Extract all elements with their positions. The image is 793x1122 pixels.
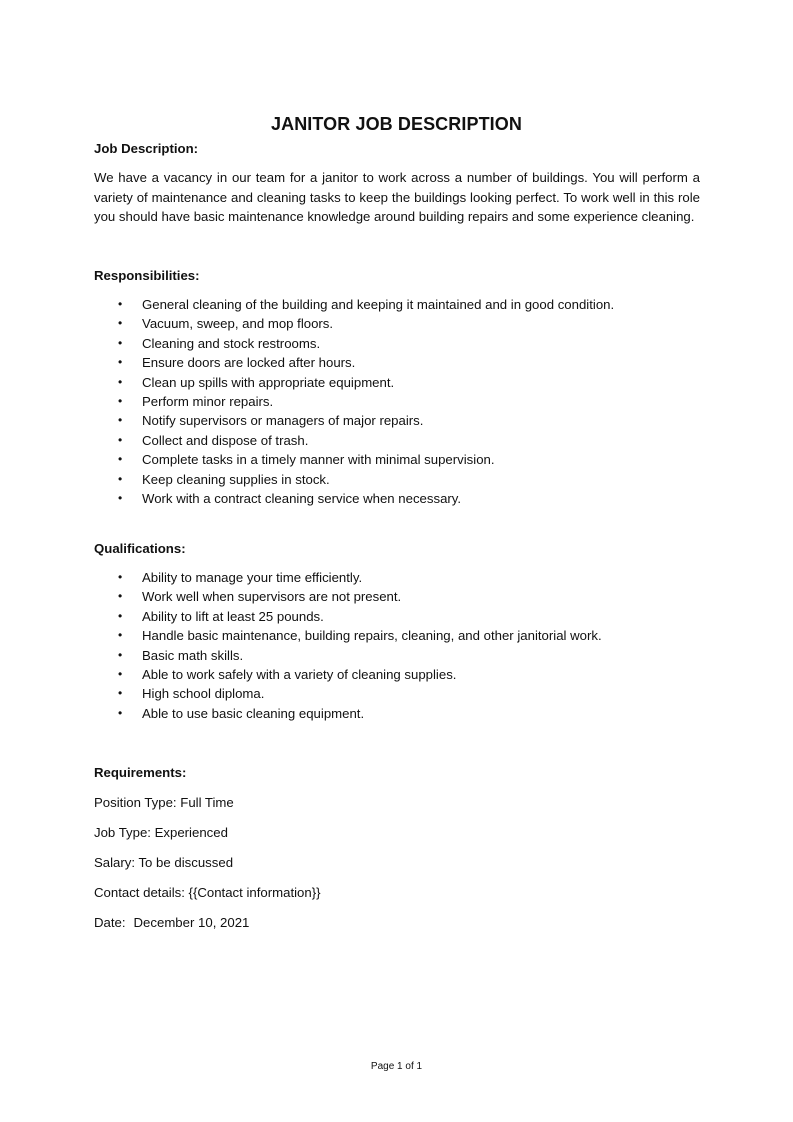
- bullet-icon: •: [118, 297, 123, 312]
- bullet-icon: •: [118, 452, 123, 467]
- date-line: [94, 913, 700, 932]
- list-item: [94, 295, 700, 314]
- list-item: [94, 411, 700, 430]
- list-item-text: Able to use basic cleaning equipment.: [142, 705, 365, 721]
- bullet-icon: •: [118, 355, 123, 370]
- list-item-text: Work with a contract cleaning service when necessary.: [142, 491, 462, 507]
- job-description-heading: Job Description:: [94, 141, 199, 156]
- list-item: [94, 314, 700, 333]
- list-item-text: Able to work safely with a variety of cleaning supplies.: [142, 666, 457, 682]
- list-item-text: Notify supervisors or managers of major repairs.: [142, 413, 424, 429]
- list-item: [94, 626, 700, 645]
- bullet-icon: •: [118, 589, 123, 604]
- document-body: [94, 139, 700, 933]
- list-item: [94, 587, 700, 606]
- bullet-icon: •: [118, 686, 123, 701]
- list-item-text: High school diploma.: [142, 686, 265, 702]
- list-item: [94, 665, 700, 684]
- date-label: Date:: [94, 915, 126, 931]
- list-item-text: Ensure doors are locked after hours.: [142, 355, 356, 371]
- job-type: Job Type: Experienced: [94, 825, 228, 841]
- list-item-text: Keep cleaning supplies in stock.: [142, 471, 330, 487]
- list-item: [94, 373, 700, 392]
- list-item-text: Vacuum, sweep, and mop floors.: [142, 316, 334, 332]
- qualifications-heading: Qualifications:: [94, 540, 186, 556]
- list-item-text: Ability to lift at least 25 pounds.: [142, 608, 324, 624]
- list-item-text: Work well when supervisors are not present.: [142, 589, 402, 605]
- list-item: [94, 470, 700, 489]
- date-value: December 10, 2021: [133, 915, 250, 931]
- list-item: [94, 704, 700, 723]
- list-item-text: Clean up spills with appropriate equipment.: [142, 374, 395, 390]
- list-item-text: Ability to manage your time efficiently.: [142, 569, 363, 585]
- bullet-icon: •: [118, 432, 123, 447]
- list-item-text: General cleaning of the building and keeping it maintained and in good condition.: [142, 297, 615, 313]
- list-item-text: Collect and dispose of trash.: [142, 432, 309, 448]
- bullet-icon: •: [118, 374, 123, 389]
- bullet-icon: •: [118, 491, 123, 506]
- list-item: [94, 392, 700, 411]
- responsibilities-heading: Responsibilities:: [94, 267, 200, 283]
- contact-details: Contact details: {{Contact information}}: [94, 885, 321, 901]
- page-footer: Page 1 of 1: [370, 1061, 423, 1072]
- bullet-icon: •: [118, 413, 123, 428]
- list-item-text: Perform minor repairs.: [142, 394, 274, 410]
- page-title: JANITOR JOB DESCRIPTION: [270, 114, 522, 134]
- bullet-icon: •: [118, 394, 123, 409]
- bullet-icon: •: [118, 335, 123, 350]
- list-item: [94, 334, 700, 353]
- list-item: [94, 353, 700, 372]
- bullet-icon: •: [118, 628, 123, 643]
- list-item: [94, 684, 700, 703]
- list-item: [94, 431, 700, 450]
- list-item-text: Cleaning and stock restrooms.: [142, 335, 321, 351]
- responsibilities-list: [94, 295, 700, 508]
- position-type: Position Type: Full Time: [94, 795, 234, 811]
- list-item-text: Complete tasks in a timely manner with minimal supervision.: [142, 452, 495, 468]
- bullet-icon: •: [118, 316, 123, 331]
- list-item: [94, 489, 700, 508]
- list-item: [94, 646, 700, 665]
- bullet-icon: •: [118, 705, 123, 720]
- bullet-icon: •: [118, 647, 123, 662]
- bullet-icon: •: [118, 569, 123, 584]
- list-item-text: Basic math skills.: [142, 647, 244, 663]
- list-item-text: Handle basic maintenance, building repairs, cleaning, and other janitorial work.: [142, 628, 602, 644]
- bullet-icon: •: [118, 608, 123, 623]
- list-item: [94, 450, 700, 469]
- bullet-icon: •: [118, 666, 123, 681]
- salary: Salary: To be discussed: [94, 855, 234, 871]
- list-item: [94, 568, 700, 587]
- requirements-heading: Requirements:: [94, 765, 187, 781]
- qualifications-list: [94, 568, 700, 723]
- bullet-icon: •: [118, 471, 123, 486]
- list-item: [94, 607, 700, 626]
- job-description-text: We have a vacancy in our team for a janitor to work across a number of buildings. You will perform a variety of maintenance and cleaning tasks to keep the buildings looking perfect. To work well in this role you should have basic maintenance knowledge around building repairs and some experience cleaning.: [94, 170, 700, 225]
